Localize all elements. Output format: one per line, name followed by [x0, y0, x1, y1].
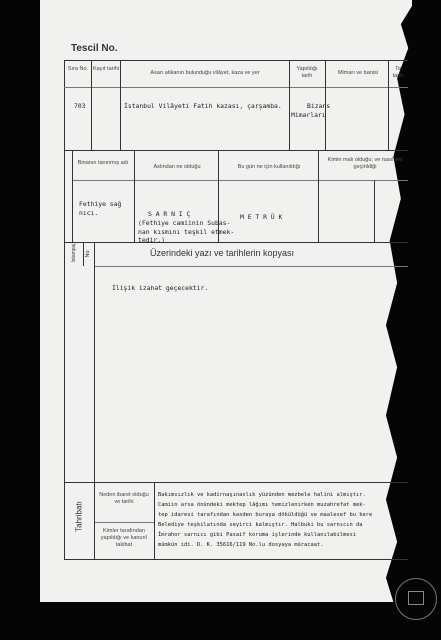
- entry-yeri: İstanbul Vilâyeti Fatih kazası, çarşamba.: [124, 102, 282, 110]
- header-mimari: Mimarı ve banisi: [337, 70, 379, 76]
- kopyasi-title: Üzerindeki yazı ve tarihlerin kopyası: [150, 248, 295, 258]
- entry-aslindan-2: (Fethiye camiinin Subas-: [138, 219, 231, 227]
- entry-sira-no: 703: [74, 102, 86, 110]
- col-divider: [318, 150, 319, 242]
- entry-tahribat-3: tep idaresi tarafından kasden buraya döküldüğü ve maalesef bu kere: [158, 512, 373, 518]
- header-yapildigi-tarih: Yapıldığı tarih: [296, 66, 318, 79]
- header-kullanildigi: Bu gün ne için kullanıldığı: [237, 164, 301, 170]
- entry-aslindan-4: tedir.): [138, 236, 165, 244]
- row2-header-bottom: [72, 180, 408, 181]
- header-separator: [64, 87, 408, 88]
- entry-tahribat-6: mümkün idi. D. K. 35616/119 No.lu dosyaya müracaat.: [158, 542, 324, 548]
- kopyasi-bottom: [64, 482, 408, 483]
- entry-mimari-2: Mimarları: [291, 111, 326, 119]
- header-binanin-adi: Binanın tanınmış adı: [77, 160, 129, 166]
- col-divider: [134, 150, 135, 242]
- header-ta: Ta tarih: [392, 66, 404, 79]
- col-divider: [91, 60, 92, 150]
- col-divider: [72, 150, 73, 242]
- label-istampaj: İstampaj: [71, 243, 77, 263]
- header-kayit-tarihi: Kayıt tarihi: [93, 66, 119, 72]
- col-divider: [289, 60, 290, 150]
- kopyasi-title-bottom: [94, 266, 408, 267]
- entry-binanin-adi-2: nıcı.: [79, 209, 99, 217]
- form-title: Tescil No.: [71, 43, 118, 54]
- entry-mimari-1: Bizans: [307, 102, 331, 110]
- table-top-border: [64, 60, 408, 61]
- header-yeri: Asarı atikanın bulunduğu vilâyet, kaza ve yer: [150, 70, 260, 76]
- col-divider: [374, 180, 375, 242]
- entry-tahribat-5: İmrahor sarnıcı gibi Pasaif koruma işlerinde kullanılabilmesi: [158, 532, 356, 538]
- col-divider: [388, 60, 389, 150]
- entry-tahribat-1: Bakımsızlık ve kadirnaşınaslık yüzünden mezbele halini almıştır.: [158, 492, 366, 498]
- label-tahribati: Tahribatı: [74, 501, 84, 532]
- col-divider: [154, 482, 155, 559]
- entry-aslindan-1: S A R N I Ç: [148, 210, 191, 218]
- table-bottom-border: [64, 559, 408, 560]
- col-divider: [120, 60, 121, 150]
- archive-stamp-icon: [408, 591, 424, 605]
- header-aslindan: Aslından ne olduğu: [153, 164, 201, 170]
- header-sira-no: Sıra No.: [67, 66, 89, 72]
- entry-binanin-adi-1: Fethiye sağ: [79, 200, 122, 208]
- col-divider: [94, 242, 95, 559]
- entry-aslindan-3: nan kısmını teşkil etmek-: [138, 228, 235, 236]
- entry-kullanildigi: M E T R Ü K: [240, 213, 283, 221]
- row1-bottom: [64, 150, 408, 151]
- tahribat-mid: [94, 522, 154, 523]
- label-no: No: [85, 250, 91, 258]
- row2-bottom: [64, 242, 408, 243]
- label-neden-ibaret: Neden ibaret olduğu ve tarihi: [99, 492, 149, 505]
- entry-tahribat-2: Camiin arsa önündeki mektep lâğımı temizlenirken muzahrefat mek-: [158, 502, 366, 508]
- header-kimin-mali: Kimin malı olduğu; ve nasıl ele geçirildiği: [327, 157, 403, 170]
- entry-tahribat-4: Belediye teşkilatında seyirci kalmıştır. Halbuki bu sarnıcın da: [158, 522, 363, 528]
- col-divider: [83, 242, 84, 266]
- label-kimler-tarafindan: Kimler tarafından yapıldığı ve kanunî takibat: [100, 528, 148, 548]
- table-left-border: [64, 60, 65, 560]
- entry-kopyasi: İlişik izahat geçecektir.: [112, 284, 209, 292]
